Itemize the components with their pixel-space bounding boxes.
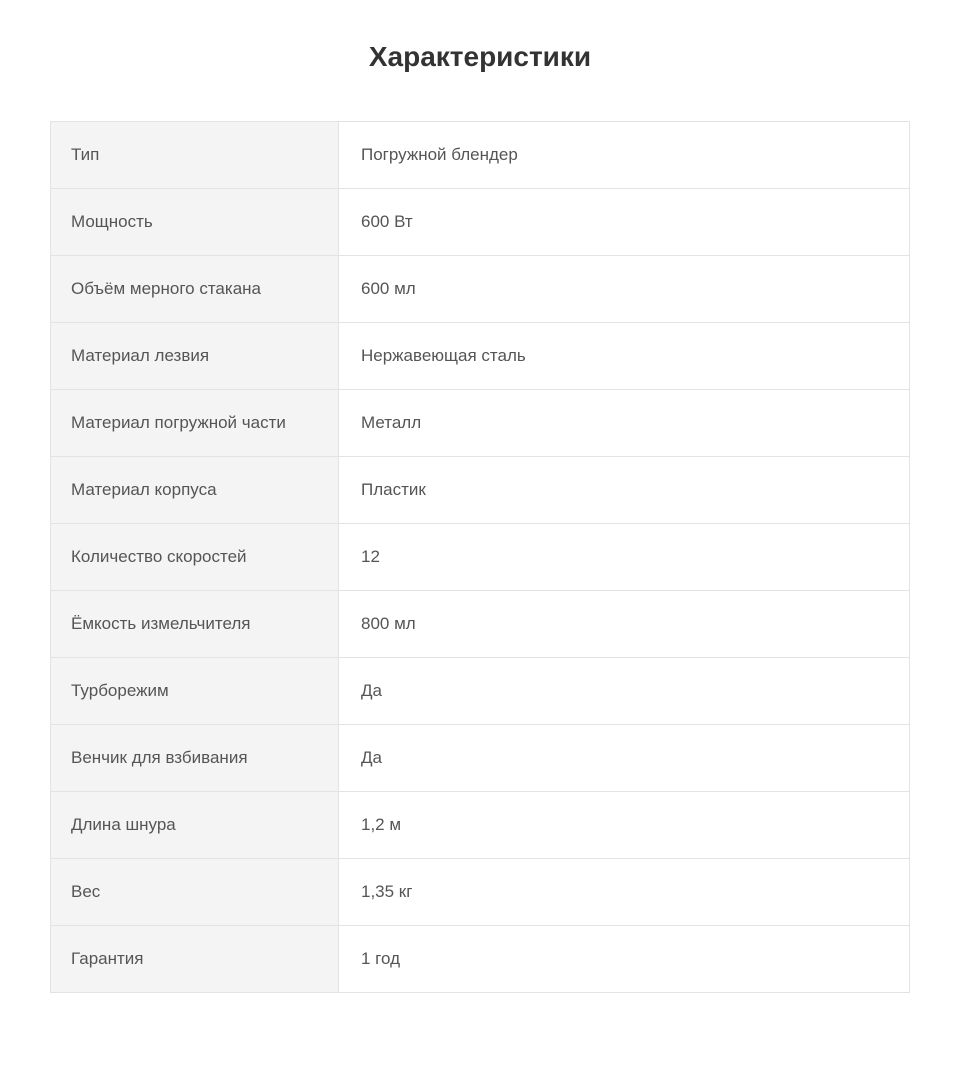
table-row: [51, 792, 910, 859]
spec-value: Да: [339, 725, 910, 792]
specs-table-body: [51, 122, 910, 993]
table-row: [51, 390, 910, 457]
table-row: [51, 323, 910, 390]
spec-value: 1,35 кг: [339, 859, 910, 926]
spec-value: 800 мл: [339, 591, 910, 658]
spec-label: Материал лезвия: [51, 323, 339, 390]
spec-value: Да: [339, 658, 910, 725]
spec-label: Длина шнура: [51, 792, 339, 859]
table-row: [51, 658, 910, 725]
table-row: [51, 591, 910, 658]
spec-label: Гарантия: [51, 926, 339, 993]
spec-label: Тип: [51, 122, 339, 189]
spec-value: Погружной блендер: [339, 122, 910, 189]
spec-label: Объём мерного стакана: [51, 256, 339, 323]
table-row: [51, 725, 910, 792]
table-row: [51, 926, 910, 993]
page-title: Характеристики: [368, 41, 592, 72]
spec-label: Венчик для взбивания: [51, 725, 339, 792]
spec-value: 12: [339, 524, 910, 591]
spec-value: 600 мл: [339, 256, 910, 323]
table-row: [51, 256, 910, 323]
table-row: [51, 859, 910, 926]
spec-label: Материал корпуса: [51, 457, 339, 524]
spec-value: Металл: [339, 390, 910, 457]
spec-label: Мощность: [51, 189, 339, 256]
table-row: [51, 122, 910, 189]
spec-value: 1,2 м: [339, 792, 910, 859]
spec-value: 1 год: [339, 926, 910, 993]
spec-value: Пластик: [339, 457, 910, 524]
spec-label: Материал погружной части: [51, 390, 339, 457]
spec-label: Турборежим: [51, 658, 339, 725]
table-row: [51, 457, 910, 524]
spec-label: Ёмкость измельчителя: [51, 591, 339, 658]
spec-value: 600 Вт: [339, 189, 910, 256]
spec-label: Вес: [51, 859, 339, 926]
table-row: [51, 524, 910, 591]
table-row: [51, 189, 910, 256]
spec-label: Количество скоростей: [51, 524, 339, 591]
spec-value: Нержавеющая сталь: [339, 323, 910, 390]
specs-table: [50, 121, 910, 993]
